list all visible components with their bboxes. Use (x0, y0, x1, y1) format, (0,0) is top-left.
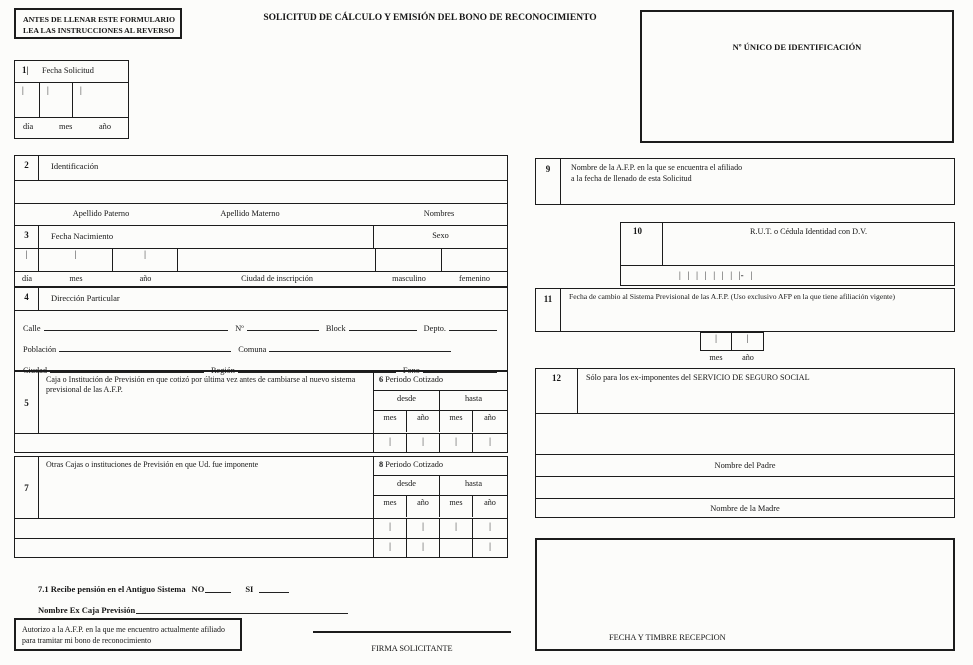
section-9-number: 9 (536, 159, 561, 204)
poblacion-field[interactable] (59, 344, 231, 352)
section-1-number: 1| (22, 65, 29, 75)
ex-caja-label: Nombre Ex Caja Previsión (38, 605, 136, 615)
section-7-text: Otras Cajas o instituciones de Previsión en que Ud. fue imponente (39, 457, 374, 518)
periodo6-hasta-mes-cell[interactable]: | (440, 434, 473, 453)
mes-label: mes (374, 496, 407, 517)
birth-day-cell[interactable]: | (15, 249, 39, 271)
calle-field[interactable] (44, 323, 229, 331)
section-4-label: Dirección Particular (51, 293, 120, 303)
cambio-ano-cell[interactable]: | (732, 332, 764, 351)
block-field[interactable] (349, 323, 417, 331)
otras-cajas-entry-row-1[interactable] (15, 519, 374, 538)
section-12-number: 12 (536, 369, 578, 413)
section-8-number: 8 (379, 460, 384, 469)
periodo6-hasta-ano-cell[interactable]: | (489, 436, 491, 446)
year-label: año (139, 274, 152, 283)
instructions-notice-box (14, 8, 182, 39)
pension-question-label: 7.1 Recibe pensión en el Antiguo Sistema (38, 584, 186, 594)
periodo8-r2-hasta-ano-cell[interactable]: | (489, 541, 491, 551)
section-12-label: Sólo para los ex-imponentes del SERVICIO DE SEGURO SOCIAL (586, 373, 810, 382)
periodo8-r1-hasta-ano-cell[interactable]: | (489, 521, 491, 531)
section-2-label: Identificación (51, 161, 99, 171)
periodo6-desde-ano-cell[interactable]: | (407, 434, 440, 453)
periodo8-r1-hasta-mes-cell[interactable]: | (440, 519, 473, 538)
comuna-field[interactable] (269, 344, 451, 352)
masculino-cell[interactable] (376, 249, 442, 271)
periodo8-r1-desde-mes-cell[interactable]: | (374, 519, 407, 538)
section-9-line-1: Nombre de la A.F.P. en la que se encuentra el afiliado (571, 163, 743, 172)
apellido-paterno-label: Apellido Paterno (72, 209, 130, 218)
depto-field[interactable] (449, 323, 497, 331)
ano-label: año (407, 496, 440, 517)
recepcion-stamp-box[interactable] (535, 538, 955, 651)
nombre-madre-label: Nombre de la Madre (710, 504, 780, 513)
section-5-6-caja-prevision (14, 371, 508, 453)
fecha-solicitud-day-cell[interactable]: | (15, 83, 40, 117)
section-7-8-otras-cajas (14, 456, 508, 558)
madre-entry-row[interactable] (536, 477, 954, 499)
autorizo-line-2: para tramitar mi bono de reconocimiento (22, 636, 152, 645)
hasta-label: hasta (464, 479, 483, 488)
fecha-timbre-label: FECHA Y TIMBRE RECEPCION (609, 633, 726, 642)
caja-prevision-entry-row[interactable] (15, 434, 374, 453)
section-8-label: Periodo Cotizado (385, 460, 444, 469)
femenino-cell[interactable] (442, 249, 507, 271)
calle-label: Calle (23, 324, 41, 333)
desde-label: desde (374, 476, 440, 495)
section-9-text[interactable] (561, 159, 752, 204)
ano-label: año (742, 353, 754, 362)
section-10-number: 10 (621, 223, 663, 265)
section-5-text: Caja o Institución de Previsión en que cotizó por última vez antes de cambiarse al nuevo sistema previsional de las A.F.P. (39, 372, 374, 433)
nombres-label: Nombres (423, 209, 455, 218)
desde-label: desde (374, 391, 440, 410)
fono-label: Fono (402, 366, 420, 375)
padre-entry-row[interactable] (536, 414, 954, 455)
birth-month-cell[interactable]: | (39, 249, 113, 271)
femenino-label: femenino (459, 274, 490, 283)
section-6-number: 6 (379, 375, 384, 384)
poblacion-label: Población (23, 345, 57, 354)
sexo-label: Sexo (432, 231, 449, 240)
section-11-text: Fecha de cambio al Sistema Previsional de las A.F.P. (Uso exclusivo AFP en la que tiene afiliación vigente) (569, 292, 895, 301)
depto-label: Depto. (423, 324, 446, 333)
periodo8-r2-desde-mes-cell[interactable]: | (374, 539, 407, 558)
region-label: Región (210, 366, 235, 375)
section-1-label: Fecha Solicitud (42, 66, 94, 75)
firma-solicitante-label: FIRMA SOLICITANTE (371, 644, 453, 653)
section-2-3-identificacion (14, 155, 508, 287)
mes-label: mes (440, 496, 473, 517)
autorizo-box (14, 618, 242, 651)
mes-label: mes (374, 411, 407, 432)
section-11-number: 11 (536, 289, 561, 331)
fecha-solicitud-month-cell[interactable]: | (40, 83, 73, 117)
periodo8-r1-desde-ano-cell[interactable]: | (407, 519, 440, 538)
ciudad-inscripcion-label: Ciudad de inscripción (241, 274, 313, 283)
ex-caja-line (38, 605, 348, 615)
ano-label: año (484, 498, 496, 507)
periodo8-r2-hasta-mes-cell[interactable] (440, 539, 473, 558)
section-5-number: 5 (15, 372, 39, 433)
comuna-label: Comuna (238, 345, 267, 354)
section-7-number: 7 (15, 457, 39, 518)
otras-cajas-entry-row-2[interactable] (15, 539, 374, 558)
section-3-number: 3 (15, 226, 39, 248)
section-1-fecha-solicitud (14, 60, 129, 139)
ciudad-inscripcion-cell[interactable] (178, 249, 376, 271)
periodo6-desde-mes-cell[interactable]: | (374, 434, 407, 453)
fecha-solicitud-year-cell[interactable]: | (80, 85, 82, 95)
day-label: día (21, 274, 32, 283)
no-field[interactable] (205, 585, 231, 593)
numero-label: Nº (235, 324, 244, 333)
nombre-padre-label: Nombre del Padre (536, 455, 954, 477)
rut-digit-cells[interactable]: | | | | | | | |- | (679, 270, 753, 280)
ex-caja-field[interactable] (136, 606, 348, 614)
si-label: SI (245, 584, 254, 594)
notice-line-2: LEA LAS INSTRUCCIONES AL REVERSO (23, 26, 175, 35)
section-12-seguro-social (535, 368, 955, 518)
day-label: día (23, 122, 34, 131)
identification-blank-row[interactable] (15, 181, 507, 204)
cambio-mes-cell[interactable]: | (700, 332, 732, 351)
block-label: Block (325, 324, 346, 333)
section-9-line-2: a la fecha de llenado de esta Solicitud (571, 173, 692, 183)
year-label: año (99, 122, 111, 131)
signature-line[interactable] (313, 631, 511, 633)
birth-year-cell[interactable]: | (113, 249, 178, 271)
notice-line-1: ANTES DE LLENAR ESTE FORMULARIO (23, 15, 176, 24)
section-4-number: 4 (15, 288, 39, 310)
si-field[interactable] (259, 585, 289, 593)
periodo8-r2-desde-ano-cell[interactable]: | (407, 539, 440, 558)
section-11-fecha-cambio (535, 288, 955, 332)
section-7-1-pension (38, 584, 289, 594)
section-6-label: Periodo Cotizado (385, 375, 444, 384)
form-title: SOLICITUD DE CÁLCULO Y EMISIÓN DEL BONO DE RECONOCIMIENTO (263, 13, 597, 23)
masculino-label: masculino (392, 274, 426, 283)
mes-label: mes (709, 353, 723, 362)
apellido-materno-label: Apellido Materno (220, 209, 280, 218)
section-2-number: 2 (15, 156, 39, 180)
ano-label: año (484, 413, 496, 422)
month-label: mes (59, 122, 73, 131)
section-3-label: Fecha Nacimiento (39, 226, 374, 248)
mes-label: mes (440, 411, 473, 432)
hasta-label: hasta (464, 394, 483, 403)
ano-label: año (407, 411, 440, 432)
numero-field[interactable] (247, 323, 319, 331)
section-10-label: R.U.T. o Cédula Identidad con D.V. (749, 227, 868, 236)
section-4-direccion (14, 287, 508, 375)
unique-id-label: Nº ÚNICO DE IDENTIFICACIÓN (732, 42, 862, 52)
unique-id-box[interactable] (640, 10, 954, 143)
ciudad-label: Ciudad (23, 366, 47, 375)
fecha-cambio-cells (700, 332, 764, 351)
no-label: NO (191, 584, 205, 594)
section-10-rut (620, 222, 955, 286)
autorizo-line-1: Autorizo a la A.F.P. en la que me encuentro actualmente afiliado (22, 625, 225, 634)
month-label: mes (69, 274, 83, 283)
section-9-afp (535, 158, 955, 205)
